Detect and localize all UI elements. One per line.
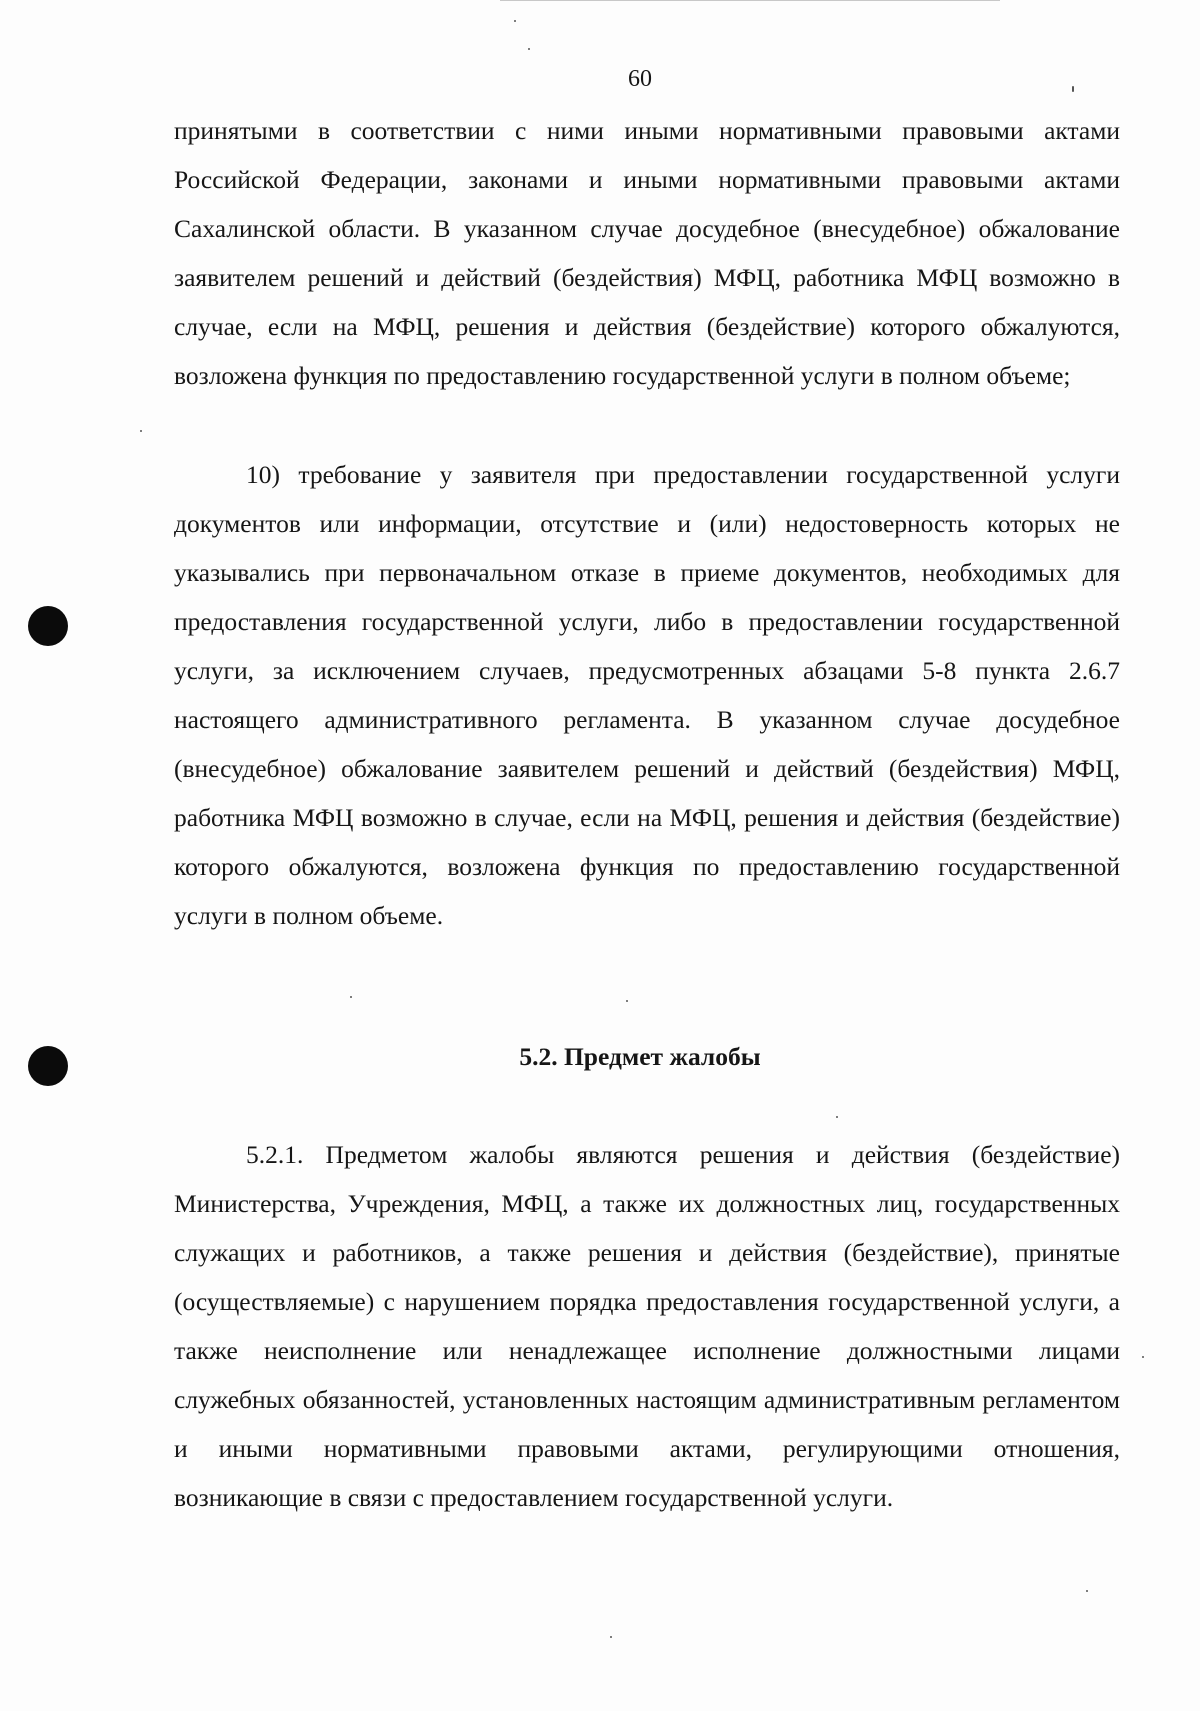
- section-heading: 5.2. Предмет жалобы: [519, 1042, 761, 1071]
- clause-5-2-1-paragraph: 5.2.1. Предметом жалобы являются решения и действия (бездействие) Министерства, Учреждения, МФЦ, а также их должностных лиц, государственных служащих и работников, а также решения и действия (бездействие), принятые (осуществляемые) с нарушением порядка предоставления государственной услуги, а также неисполнение или ненадлежащее исполнение должностными лицами служебных обязанностей, установленных настоящим административным регламентом и иными нормативными правовыми актами, регулирующими отношения, возникающие в связи с предоставлением государственной услуги.: [174, 1140, 1120, 1512]
- binder-hole-mark: [28, 606, 68, 646]
- item-10-paragraph: 10) требование у заявителя при предоставлении государственной услуги документов или информации, отсутствие и (или) недостоверность которых не указывались при первоначальном отказе в приеме документов, необходимых для предоставления государственной услуги, либо в предоставлении государственной услуги, за исключением случаев, предусмотренных абзацами 5-8 пункта 2.6.7 настоящего административного регламента. В указанном случае досудебное (внесудебное) обжалование заявителем решений и действий (бездействия) МФЦ, работника МФЦ возможно в случае, если на МФЦ, решения и действия (бездействие) которого обжалуются, возложена функция по предоставлению государственной услуги в полном объеме.: [174, 460, 1120, 930]
- scan-speck: [610, 1636, 612, 1638]
- scan-speck: [140, 430, 142, 432]
- scan-speck: [626, 1000, 628, 1002]
- scan-speck: [836, 1116, 838, 1118]
- scan-edge-line: [500, 0, 1000, 1]
- scan-speck: [1142, 1356, 1144, 1358]
- scan-speck: [1086, 1590, 1088, 1592]
- scan-speck: [528, 48, 530, 50]
- page-number: 60: [628, 66, 652, 92]
- continuation-paragraph: принятыми в соответствии с ними иными нормативными правовыми актами Российской Федерации, законами и иными нормативными правовыми актами Сахалинской области. В указанном случае досудебное (внесудебное) обжалование заявителем решений и действий (бездействия) МФЦ, работника МФЦ возможно в случае, если на МФЦ, решения и действия (бездействие) которого обжалуются, возложена функция по предоставлению государственной услуги в полном объеме;: [174, 116, 1120, 390]
- item-10-block: [174, 450, 1120, 940]
- scan-speck: [350, 996, 352, 998]
- scan-speck: [1072, 86, 1074, 92]
- scan-speck: [514, 20, 516, 22]
- clause-5-2-1-block: [174, 1130, 1120, 1522]
- continuation-block: [174, 106, 1120, 400]
